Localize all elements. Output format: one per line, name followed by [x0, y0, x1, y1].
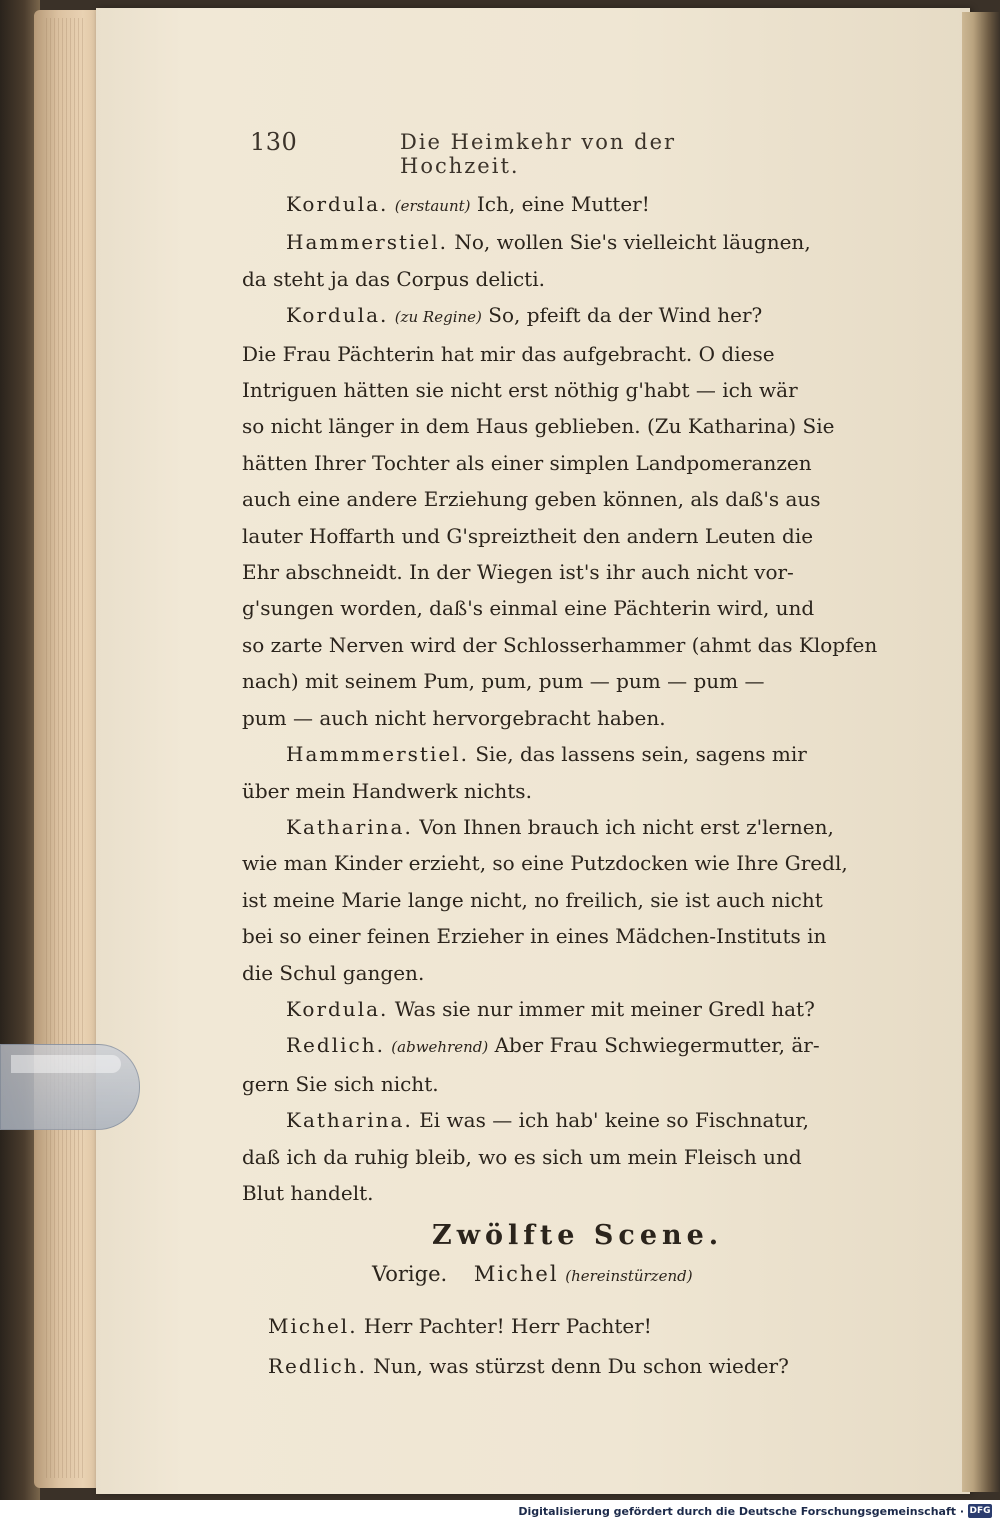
glass-page-clip	[0, 1044, 140, 1130]
speaker-name: Kordula.	[286, 192, 389, 216]
text-line	[242, 882, 920, 918]
line-text: Ich, eine Mutter!	[476, 192, 650, 216]
line-text: Was sie nur immer mit meiner Gredl hat?	[394, 996, 815, 1021]
text-line	[242, 845, 920, 881]
speech-paragraph	[242, 1027, 920, 1102]
line-text: Herr Pachter! Herr Pachter!	[363, 1314, 652, 1338]
text-line	[242, 1139, 920, 1175]
speaker-name: Hammmerstiel.	[286, 742, 469, 767]
line-text: gern Sie sich nicht.	[242, 1071, 439, 1096]
dialogue-line	[268, 1306, 908, 1346]
text-line	[242, 700, 920, 736]
text-line	[242, 1027, 920, 1065]
book-spine-edge	[962, 12, 1000, 1492]
text-line	[242, 1102, 920, 1138]
line-text: auch eine andere Erziehung geben können, als daß's aus	[242, 487, 821, 512]
line-text: Sie, das lassens sein, sagens mir	[475, 742, 807, 767]
speaker-name: Michel.	[268, 1314, 358, 1338]
scene-persons	[372, 1262, 693, 1286]
stage-direction: (zu Regine)	[394, 308, 482, 327]
text-line	[242, 481, 920, 517]
text-line	[242, 372, 920, 408]
stage-direction: (erstaunt)	[394, 197, 471, 215]
text-line	[242, 1175, 920, 1211]
text-line	[242, 663, 920, 699]
line-text: die Schul gangen.	[242, 960, 425, 985]
line-text: Von Ihnen brauch ich nicht erst z'lernen,	[419, 814, 834, 839]
speech-paragraph	[242, 736, 920, 809]
line-text: No, wollen Sie's vielleicht läugnen,	[454, 230, 811, 255]
text-line	[242, 518, 920, 554]
text-line	[242, 408, 920, 444]
text-line	[242, 186, 920, 224]
line-text: Aber Frau Schwiegermutter, är-	[494, 1033, 820, 1058]
text-line	[242, 445, 920, 481]
text-line	[242, 590, 920, 626]
line-text: Nun, was stürzst denn Du schon wieder?	[373, 1354, 789, 1378]
text-line	[242, 336, 920, 372]
text-line	[242, 918, 920, 954]
speech-paragraph	[242, 186, 920, 224]
scene-persons-label: Vorige.	[372, 1262, 448, 1286]
speech-paragraph	[242, 297, 920, 736]
text-line	[242, 955, 920, 991]
page-edges-left	[34, 10, 104, 1488]
line-text: So, pfeift da der Wind her?	[488, 303, 763, 328]
line-text: bei so einer feinen Erzieher in eines Mädchen-Instituts in	[242, 924, 827, 949]
line-text: pum — auch nicht hervorgebracht haben.	[242, 705, 666, 730]
speaker-name: Hammerstiel.	[286, 230, 448, 255]
dfg-logo: DFG	[969, 1506, 991, 1516]
line-text: über mein Handwerk nichts.	[242, 778, 532, 803]
speaker-name: Redlich.	[286, 1033, 385, 1058]
funding-credit: Digitalisierung gefördert durch die Deutsche Forschungsgemeinschaft ·	[518, 1505, 964, 1518]
line-text: daß ich da ruhig bleib, wo es sich um mein Fleisch und	[242, 1144, 802, 1169]
speech-paragraph	[242, 809, 920, 991]
speaker-name: Kordula.	[286, 303, 389, 328]
page-number: 130	[250, 128, 298, 156]
running-title: Die Heimkehr von der Hochzeit.	[400, 130, 677, 178]
speaker-name: Katharina.	[286, 1108, 413, 1133]
text-line	[242, 773, 920, 809]
line-text: so zarte Nerven wird der Schlosserhammer (ahmt das Klopfen	[242, 632, 878, 657]
text-line	[242, 809, 920, 845]
text-line	[242, 297, 920, 335]
line-text: da steht ja das Corpus delicti.	[242, 266, 545, 291]
scene-entrant-stage: (hereinstürzend)	[565, 1267, 693, 1285]
text-line	[242, 627, 920, 663]
line-text: g'sungen worden, daß's einmal eine Pächterin wird, und	[242, 596, 815, 621]
stage-direction: (abwehrend)	[391, 1038, 489, 1057]
scene-title: Zwölfte Scene.	[432, 1220, 724, 1251]
speaker-name: Kordula.	[286, 996, 389, 1021]
line-text: lauter Hoffarth und G'spreiztheit den andern Leuten die	[242, 523, 814, 548]
scene-entrant: Michel	[473, 1262, 559, 1286]
text-line	[242, 261, 920, 297]
line-text: Die Frau Pächterin hat mir das aufgebracht. O diese	[242, 341, 775, 366]
line-text: Ehr abschneidt. In der Wiegen ist's ihr auch nicht vor-	[242, 560, 794, 585]
speaker-name: Redlich.	[268, 1354, 367, 1378]
line-text: wie man Kinder erzieht, so eine Putzdocken wie Ihre Gredl,	[242, 851, 848, 876]
speaker-name: Katharina.	[286, 814, 413, 839]
text-line	[242, 224, 920, 260]
text-line	[242, 554, 920, 590]
text-line	[242, 991, 920, 1027]
line-text: nach) mit seinem Pum, pum, pum — pum — pum —	[242, 669, 765, 694]
scene-dialogue	[268, 1306, 908, 1386]
line-text: hätten Ihrer Tochter als einer simplen Landpomeranzen	[242, 450, 812, 475]
line-text: ist meine Marie lange nicht, no freilich, sie ist auch nicht	[242, 887, 823, 912]
line-text: Blut handelt.	[242, 1180, 374, 1205]
speech-paragraph	[242, 224, 920, 297]
speech-paragraph	[242, 1102, 920, 1211]
speech-paragraph	[242, 991, 920, 1027]
dialogue-line	[268, 1346, 908, 1386]
line-text: Intriguen hätten sie nicht erst nöthig g'habt — ich wär	[242, 378, 798, 403]
line-text: Ei was — ich hab' keine so Fischnatur,	[419, 1108, 810, 1133]
text-line	[242, 1066, 920, 1102]
play-text	[242, 186, 920, 1211]
text-line	[242, 736, 920, 772]
line-text: so nicht länger in dem Haus geblieben. (Zu Katharina) Sie	[242, 414, 835, 439]
running-head	[250, 128, 790, 178]
